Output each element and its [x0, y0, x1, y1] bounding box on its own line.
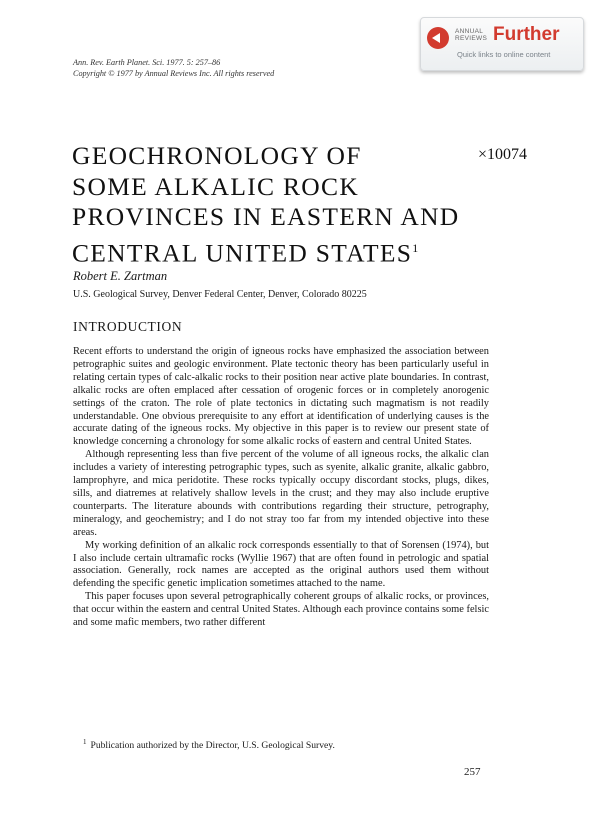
paragraph-4: This paper focuses upon several petrographically coherent groups of alkalic rocks, or provinces, that occur within the eastern and central United States. Although each province contains some felsic and some mafic members, two rather different [73, 591, 489, 629]
accession-number: ×10074 [478, 146, 528, 163]
badge-annual-text: ANNUAL [455, 28, 484, 35]
page-number: 257 [464, 766, 481, 778]
paragraph-3: My working definition of an alkalic rock corresponds essentially to that of Sorensen (1974), but I also include certain ultramafic rocks (Wyllie 1967) that are often found in petrologic and spatial association. Generally, rock names are accepted as the original authors used them without defending the specific genetic implication sometimes attached to the name. [73, 539, 489, 590]
badge-tagline: Quick links to online content [457, 50, 551, 59]
footnote-text: Publication authorized by the Director, U.S. Geological Survey. [90, 740, 335, 752]
journal-citation [73, 57, 274, 79]
title-line-3: PROVINCES IN EASTERN AND [72, 202, 460, 231]
article-title [72, 141, 472, 269]
title-line-4: CENTRAL UNITED STATES [72, 238, 413, 267]
article-body [73, 346, 489, 630]
paragraph-2: Although representing less than five percent of the volume of all igneous rocks, the alkalic clan includes a variety of interesting petrographic types, such as syenite, alkalic granite, alkalic gabbro, lamprophyre, and mica peridotite. These rocks typically occupy discordant stocks, plugs, dikes, sills, and diatremes at relatively shallow levels in the crust; and they may also include eruptive counterparts. The literature abounds with contributions regarding their structure, petrography, mineralogy, and geochemistry; and I do not stray too far from my intended objective into these areas. [73, 449, 489, 538]
paragraph-1: Recent efforts to understand the origin of igneous rocks have emphasized the association between petrographic suites and geologic environment. Plate tectonic theory has been particularly useful in relating certain types of calc-alkalic rocks to their position near active plate boundaries. In contrast, alkalic rocks are often emplaced after cessation of orogenic forces or in completely anorogenic settings of the craton. The role of plate tectonics in dictating such magmatism is not readily understandable. One obvious prerequisite to any effort at identification of underlying causes is the accurate dating of the igneous rocks. My objective in this paper is to review our present state of knowledge concerning a chronology for some alkalic rocks of eastern and central United States. [73, 346, 489, 448]
title-line-2: SOME ALKALIC ROCK [72, 171, 360, 201]
citation-line-1: Ann. Rev. Earth Planet. Sci. 1977. 5: 257–86 [73, 58, 221, 67]
footnote-mark: 1 [83, 738, 87, 746]
further-badge[interactable] [420, 17, 584, 71]
badge-further-label: Further [493, 24, 560, 45]
section-heading: INTRODUCTION [73, 319, 183, 334]
citation-line-2: Copyright © 1977 by Annual Reviews Inc. All rights reserved [73, 69, 275, 78]
author-name: Robert E. Zartman [73, 269, 168, 283]
footnote [83, 738, 335, 751]
annual-reviews-logo-icon [427, 27, 449, 49]
badge-reviews-text: REVIEWS [455, 35, 488, 42]
title-line-1: GEOCHRONOLOGY OF [72, 141, 362, 170]
author-affiliation: U.S. Geological Survey, Denver Federal Center, Denver, Colorado 80225 [73, 289, 367, 300]
annual-reviews-wordmark [455, 28, 487, 42]
title-footnote-mark: 1 [412, 240, 419, 255]
